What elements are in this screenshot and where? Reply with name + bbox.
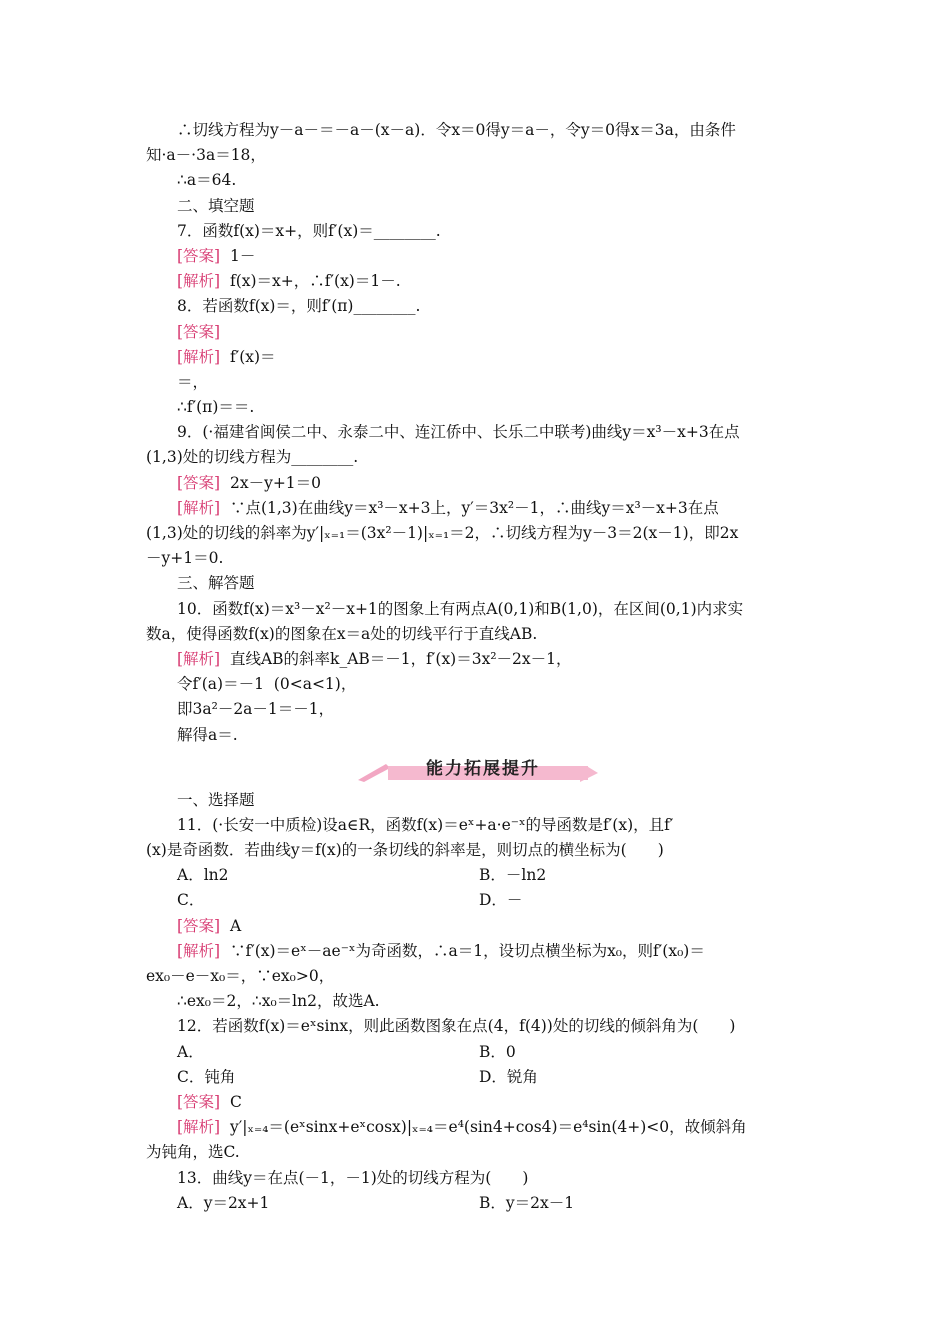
answer-tag: [解析] <box>177 941 221 960</box>
line-text: 13．曲线y＝在点(－1，－1)处的切线方程为( ) <box>177 1168 529 1187</box>
line-text: 直线AB的斜率k_AB＝－1，f′(x)＝3x²－2x－1， <box>220 649 572 668</box>
line-text: ∴a＝64. <box>177 171 237 190</box>
line-text: C <box>220 1092 242 1111</box>
text-line <box>146 1166 810 1191</box>
text-line <box>146 813 810 838</box>
choice-option: D．锐角 <box>479 1067 538 1086</box>
answer-tag: [答案] <box>177 473 221 492</box>
line-text: 令f′(a)＝－1 (0<a<1)， <box>177 675 357 694</box>
text-line <box>146 723 810 748</box>
answer-tag: [解析] <box>177 1118 221 1137</box>
line-text: 数a，使得函数f(x)的图象在x＝a处的切线平行于直线AB. <box>146 624 538 643</box>
line-text: y′|ₓ₌₄＝(eˣsinx+eˣcosx)|ₓ₌₄＝e⁴(sin4+cos4)＝e⁴sin(4+)<0，故倾斜角 <box>220 1118 747 1137</box>
text-line <box>146 697 810 722</box>
text-line <box>146 445 810 470</box>
text-line <box>146 294 810 319</box>
choice-row <box>146 888 810 913</box>
line-text: －y+1＝0. <box>146 549 224 568</box>
text-line <box>146 496 810 521</box>
text-line <box>146 672 810 697</box>
text-line <box>146 370 810 395</box>
line-text: ∵f′(x)＝eˣ－ae⁻ˣ为奇函数，∴a＝1，设切点横坐标为x₀，则f′(x₀)＝ <box>220 941 705 960</box>
answer-tag: [答案] <box>177 322 221 341</box>
line-text: 10．函数f(x)＝x³－x²－x+1的图象上有两点A(0,1)和B(1,0)，在区间(0,1)内求实 <box>177 599 744 618</box>
line-text: ex₀－e－x₀＝，∵ex₀>0， <box>146 967 335 985</box>
text-line <box>146 320 810 345</box>
line-text: 12．若函数f(x)＝eˣsinx，则此函数图象在点(4，f(4))处的切线的倾斜角为( ) <box>177 1017 736 1036</box>
answer-tag: [答案] <box>177 246 221 265</box>
line-text: 11．(·长安一中质检)设a∈R，函数f(x)＝eˣ+a·e⁻ˣ的导函数是f′(x)，且f′ <box>177 815 674 834</box>
text-line <box>146 420 810 445</box>
text-line <box>146 345 810 370</box>
text-line <box>146 838 810 863</box>
banner-title: 能力拓展提升 <box>426 758 540 779</box>
text-line <box>146 647 810 672</box>
text-line <box>146 168 810 193</box>
text-line <box>146 571 810 596</box>
line-text: (1,3)处的切线的斜率为y′|ₓ₌₁＝(3x²－1)|ₓ₌₁＝2，∴切线方程为y－3＝2(x－1)，即2x <box>146 524 739 542</box>
line-text: 解得a＝. <box>177 725 238 744</box>
answer-tag: [解析] <box>177 272 221 291</box>
line-text: 二、填空题 <box>177 196 255 215</box>
choice-option: C． <box>177 891 205 910</box>
choice-row <box>146 1191 810 1216</box>
line-text: A <box>220 916 242 935</box>
text-line <box>146 269 810 294</box>
line-text: 7．函数f(x)＝x+，则f′(x)＝________. <box>177 221 441 240</box>
line-text: ∴f′(π)＝＝. <box>177 398 255 417</box>
choice-option: A．y＝2x+1 <box>177 1193 270 1212</box>
text-line <box>146 597 810 622</box>
line-text: 8．若函数f(x)＝，则f′(π)________. <box>177 297 421 316</box>
choice-row <box>146 863 810 888</box>
text-line <box>146 1090 810 1115</box>
document-page <box>146 118 810 1216</box>
answer-tag: [答案] <box>177 916 221 935</box>
text-line <box>146 622 810 647</box>
line-text: f′(x)＝ <box>220 347 276 366</box>
text-line <box>146 1014 810 1039</box>
text-line <box>146 788 810 813</box>
choice-option: C．钝角 <box>177 1067 236 1086</box>
banner-graphic <box>358 752 598 782</box>
answer-tag: [解析] <box>177 347 221 366</box>
line-text: ＝， <box>177 372 209 391</box>
choice-option: B．0 <box>479 1042 516 1061</box>
text-line <box>146 989 810 1014</box>
text-line <box>146 546 810 571</box>
line-text: f(x)＝x+，∴f′(x)＝1－. <box>220 272 401 291</box>
answer-tag: [解析] <box>177 498 221 517</box>
choice-option: A．ln2 <box>177 866 229 885</box>
choice-row <box>146 1040 810 1065</box>
line-text: (1,3)处的切线方程为________. <box>146 448 359 467</box>
line-text: ∴ex₀＝2，∴x₀＝ln2，故选A. <box>177 992 380 1011</box>
text-line <box>146 964 810 989</box>
line-text: 为钝角，选C. <box>146 1143 240 1162</box>
line-text: (x)是奇函数．若曲线y＝f(x)的一条切线的斜率是，则切点的横坐标为( ) <box>146 841 664 860</box>
answer-tag: [答案] <box>177 1092 221 1111</box>
choice-option: D．－ <box>479 891 523 910</box>
text-line <box>146 395 810 420</box>
line-text: 一、选择题 <box>177 790 255 809</box>
line-text: 三、解答题 <box>177 574 255 593</box>
text-line <box>146 194 810 219</box>
solution-section-bottom <box>146 788 810 1216</box>
text-line <box>146 219 810 244</box>
line-text: ∵点(1,3)在曲线y＝x³－x+3上，y′＝3x²－1，∴曲线y＝x³－x+3在点 <box>220 498 719 517</box>
choice-option: B．－ln2 <box>479 866 547 885</box>
text-line <box>146 1140 810 1165</box>
solution-section-top <box>146 118 810 748</box>
choice-row <box>146 1065 810 1090</box>
line-text: 1－ <box>220 246 256 265</box>
text-line <box>146 939 810 964</box>
line-text: 9．(·福建省闽侯二中、永泰二中、连江侨中、长乐二中联考)曲线y＝x³－x+3在点 <box>177 423 740 442</box>
line-text: 2x－y+1＝0 <box>220 473 322 492</box>
choice-option: B．y＝2x－1 <box>479 1193 575 1212</box>
line-text: 知·a－·3a＝18， <box>146 146 266 165</box>
section-banner <box>146 748 810 788</box>
text-line <box>146 244 810 269</box>
text-line <box>146 143 810 168</box>
answer-tag: [解析] <box>177 649 221 668</box>
choice-option: A． <box>177 1042 204 1061</box>
line-text: 即3a²－2a－1＝－1， <box>177 700 335 719</box>
text-line <box>146 118 810 143</box>
text-line <box>146 471 810 496</box>
text-line <box>146 1115 810 1140</box>
text-line <box>146 521 810 546</box>
line-text: ∴切线方程为y－a－＝－a－(x－a)．令x＝0得y＝a－，令y＝0得x＝3a，由条件 <box>177 121 736 139</box>
text-line <box>146 914 810 939</box>
